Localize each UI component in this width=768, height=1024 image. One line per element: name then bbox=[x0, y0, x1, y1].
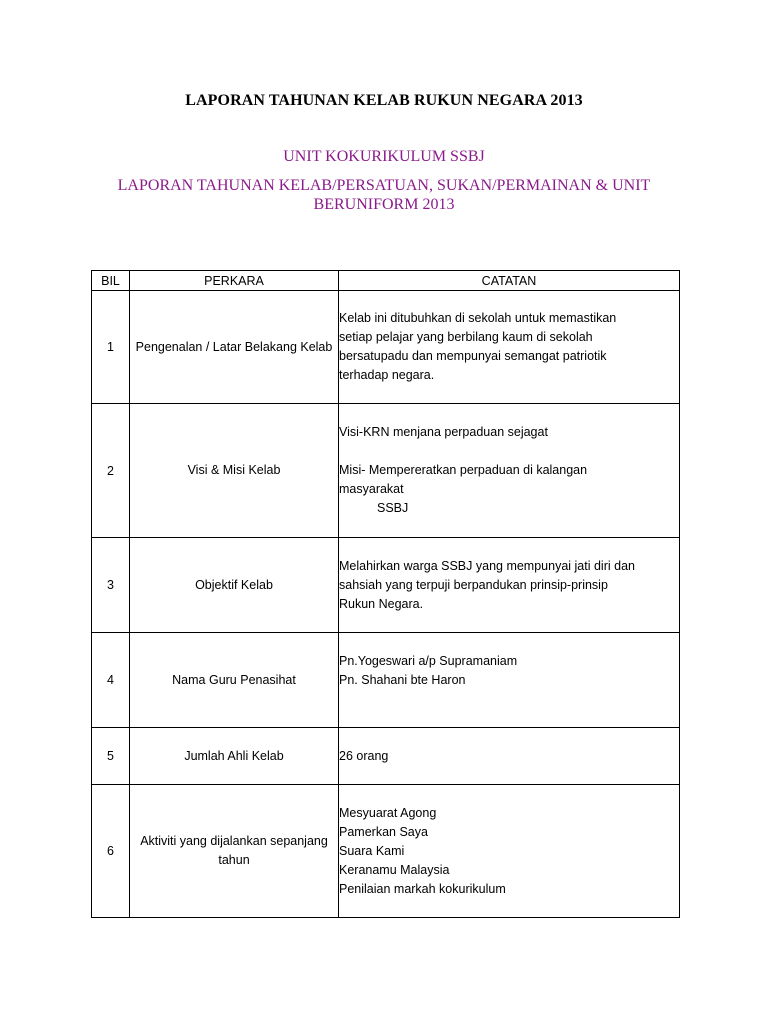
row-bil: 2 bbox=[92, 404, 130, 538]
catatan-line: Pamerkan Saya bbox=[339, 824, 428, 839]
row-bil: 6 bbox=[92, 785, 130, 918]
report-title: LAPORAN TAHUNAN KELAB RUKUN NEGARA 2013 bbox=[185, 92, 583, 109]
report-subtitle: LAPORAN TAHUNAN KELAB/PERSATUAN, SUKAN/PERMAINAN & UNIT BERUNIFORM 2013 bbox=[117, 177, 651, 213]
line-gap bbox=[339, 690, 679, 709]
row-catatan bbox=[339, 404, 680, 538]
row-catatan bbox=[339, 728, 680, 785]
unit-subtitle: UNIT KOKURIKULUM SSBJ bbox=[283, 148, 485, 165]
catatan-line: Rukun Negara. bbox=[339, 596, 424, 611]
catatan-line: Suara Kami bbox=[339, 843, 405, 858]
catatan-line: Mesyuarat Agong bbox=[339, 805, 437, 820]
row-perkara: Aktiviti yang dijalankan sepanjang tahun bbox=[130, 785, 339, 918]
header-catatan: CATATAN bbox=[339, 271, 680, 291]
catatan-line: Kelab ini ditubuhkan di sekolah untuk memastikan bbox=[339, 311, 617, 325]
row-bil: 5 bbox=[92, 728, 130, 785]
row-perkara: Objektif Kelab bbox=[130, 538, 339, 633]
row-catatan bbox=[339, 538, 680, 633]
catatan-line: Misi- Mempereratkan perpaduan di kalangan bbox=[339, 463, 588, 477]
table-row bbox=[92, 728, 680, 785]
table-row bbox=[92, 633, 680, 728]
row-bil: 3 bbox=[92, 538, 130, 633]
catatan-line: sahsiah yang terpuji berpandukan prinsip-prinsip bbox=[339, 577, 608, 592]
row-bil: 1 bbox=[92, 291, 130, 404]
catatan-line: Penilaian markah kokurikulum bbox=[339, 881, 506, 896]
catatan-line: 26 orang bbox=[339, 748, 389, 763]
row-catatan bbox=[339, 785, 680, 918]
table-row bbox=[92, 538, 680, 633]
header-bil: BIL bbox=[92, 271, 130, 291]
row-perkara: Nama Guru Penasihat bbox=[130, 633, 339, 728]
catatan-line: Pn.Yogeswari a/p Supramaniam bbox=[339, 653, 518, 668]
table-row bbox=[92, 404, 680, 538]
catatan-line: Visi-KRN menjana perpaduan sejagat bbox=[339, 425, 548, 439]
catatan-line: Keranamu Malaysia bbox=[339, 862, 450, 877]
catatan-line: bersatupadu dan mempunyai semangat patriotik bbox=[339, 349, 607, 363]
report-table bbox=[91, 270, 680, 918]
row-perkara: Visi & Misi Kelab bbox=[130, 404, 339, 538]
row-bil: 4 bbox=[92, 633, 130, 728]
header-perkara: PERKARA bbox=[130, 271, 339, 291]
catatan-line: SSBJ bbox=[377, 501, 409, 515]
row-catatan bbox=[339, 633, 680, 728]
table-row bbox=[92, 785, 680, 918]
catatan-line: Melahirkan warga SSBJ yang mempunyai jati diri dan bbox=[339, 558, 635, 573]
line-gap bbox=[339, 442, 679, 461]
table-header-row bbox=[92, 271, 680, 291]
catatan-line: Pn. Shahani bte Haron bbox=[339, 672, 466, 687]
row-perkara: Pengenalan / Latar Belakang Kelab bbox=[130, 291, 339, 404]
catatan-line: terhadap negara. bbox=[339, 368, 435, 382]
table-row bbox=[92, 291, 680, 404]
catatan-line: masyarakat bbox=[339, 482, 404, 496]
row-perkara: Jumlah Ahli Kelab bbox=[130, 728, 339, 785]
catatan-line: setiap pelajar yang berbilang kaum di sekolah bbox=[339, 330, 593, 344]
row-catatan bbox=[339, 291, 680, 404]
